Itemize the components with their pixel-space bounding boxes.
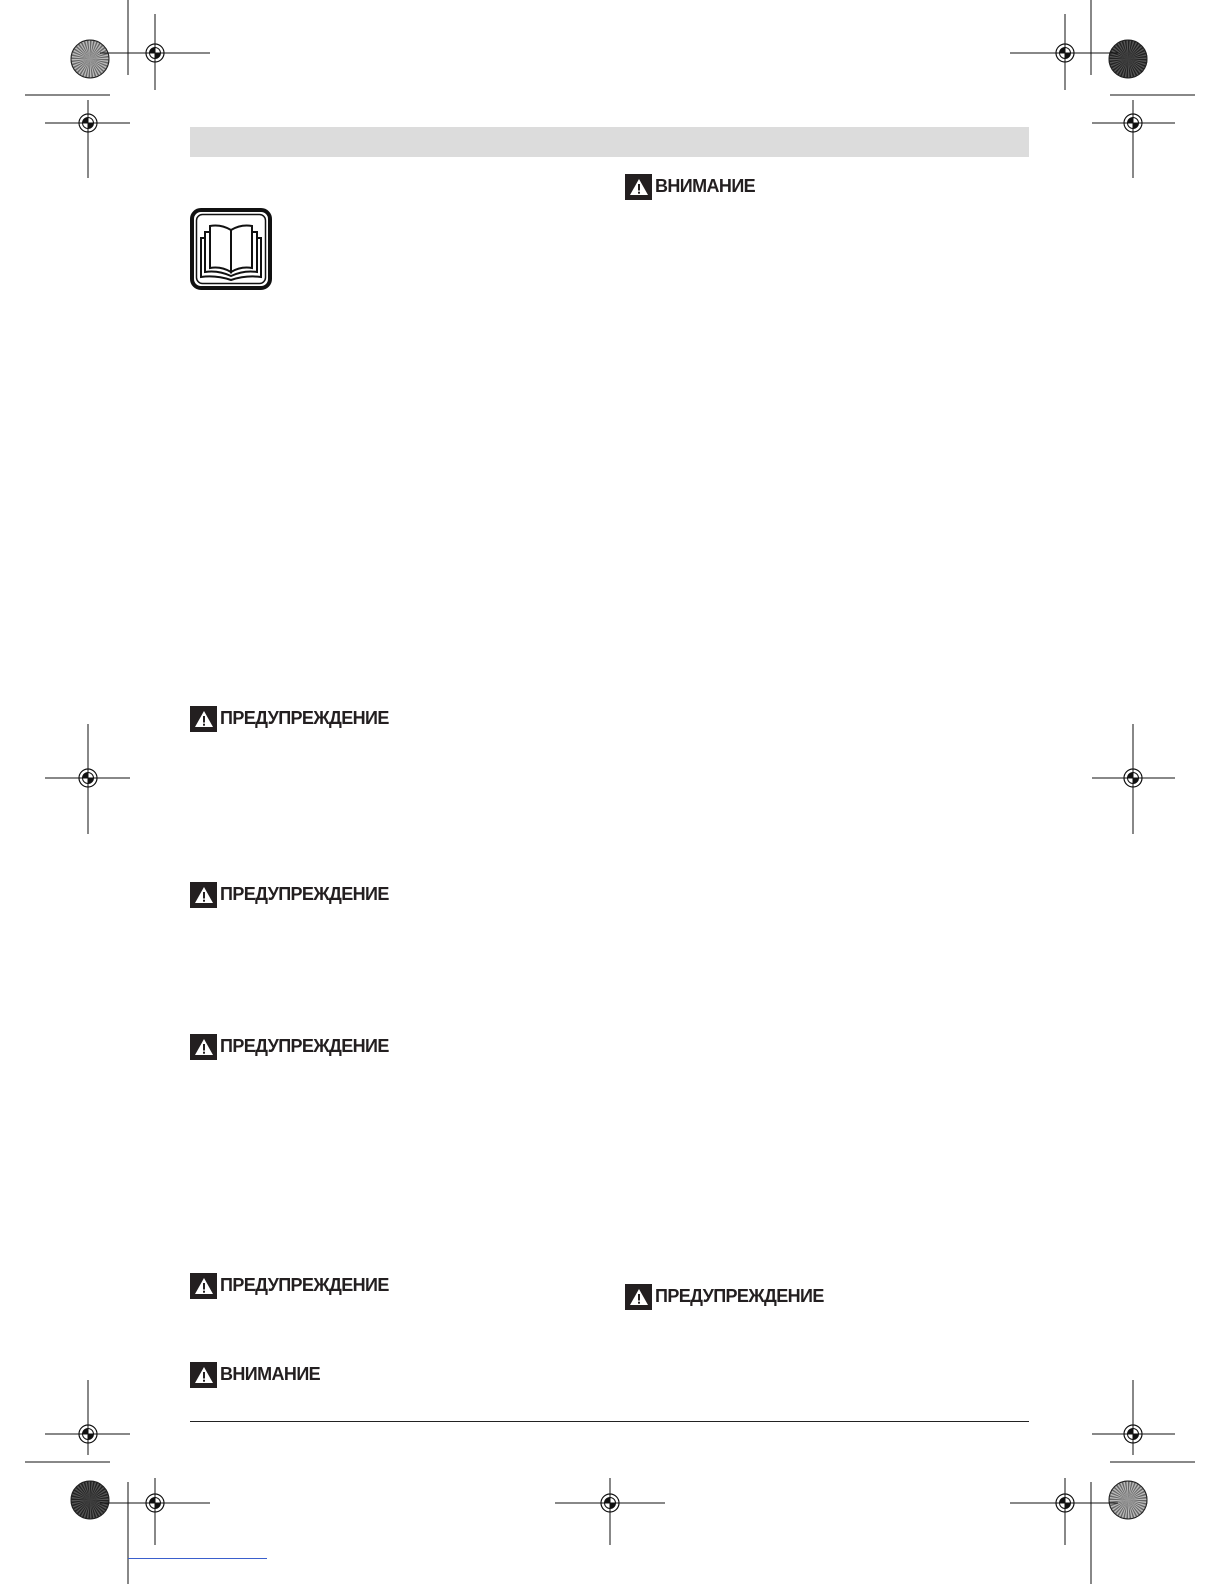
- starburst-target-icon: [1109, 40, 1147, 78]
- starburst-target-icon: [71, 40, 109, 78]
- warning-label: ПРЕДУПРЕЖДЕНИЕ: [655, 1286, 824, 1306]
- warning-label: ВНИМАНИЕ: [655, 176, 756, 196]
- starburst-target-icon: [1109, 1481, 1147, 1519]
- starburst-target-icon: [71, 1481, 109, 1519]
- warning-label: ПРЕДУПРЕЖДЕНИЕ: [220, 1036, 389, 1056]
- link-underline: [128, 1558, 267, 1559]
- warning-label: ВНИМАНИЕ: [220, 1364, 321, 1384]
- warning-label: ПРЕДУПРЕЖДЕНИЕ: [220, 708, 389, 728]
- warning-label: ПРЕДУПРЕЖДЕНИЕ: [220, 884, 389, 904]
- warning-label: ПРЕДУПРЕЖДЕНИЕ: [220, 1275, 389, 1295]
